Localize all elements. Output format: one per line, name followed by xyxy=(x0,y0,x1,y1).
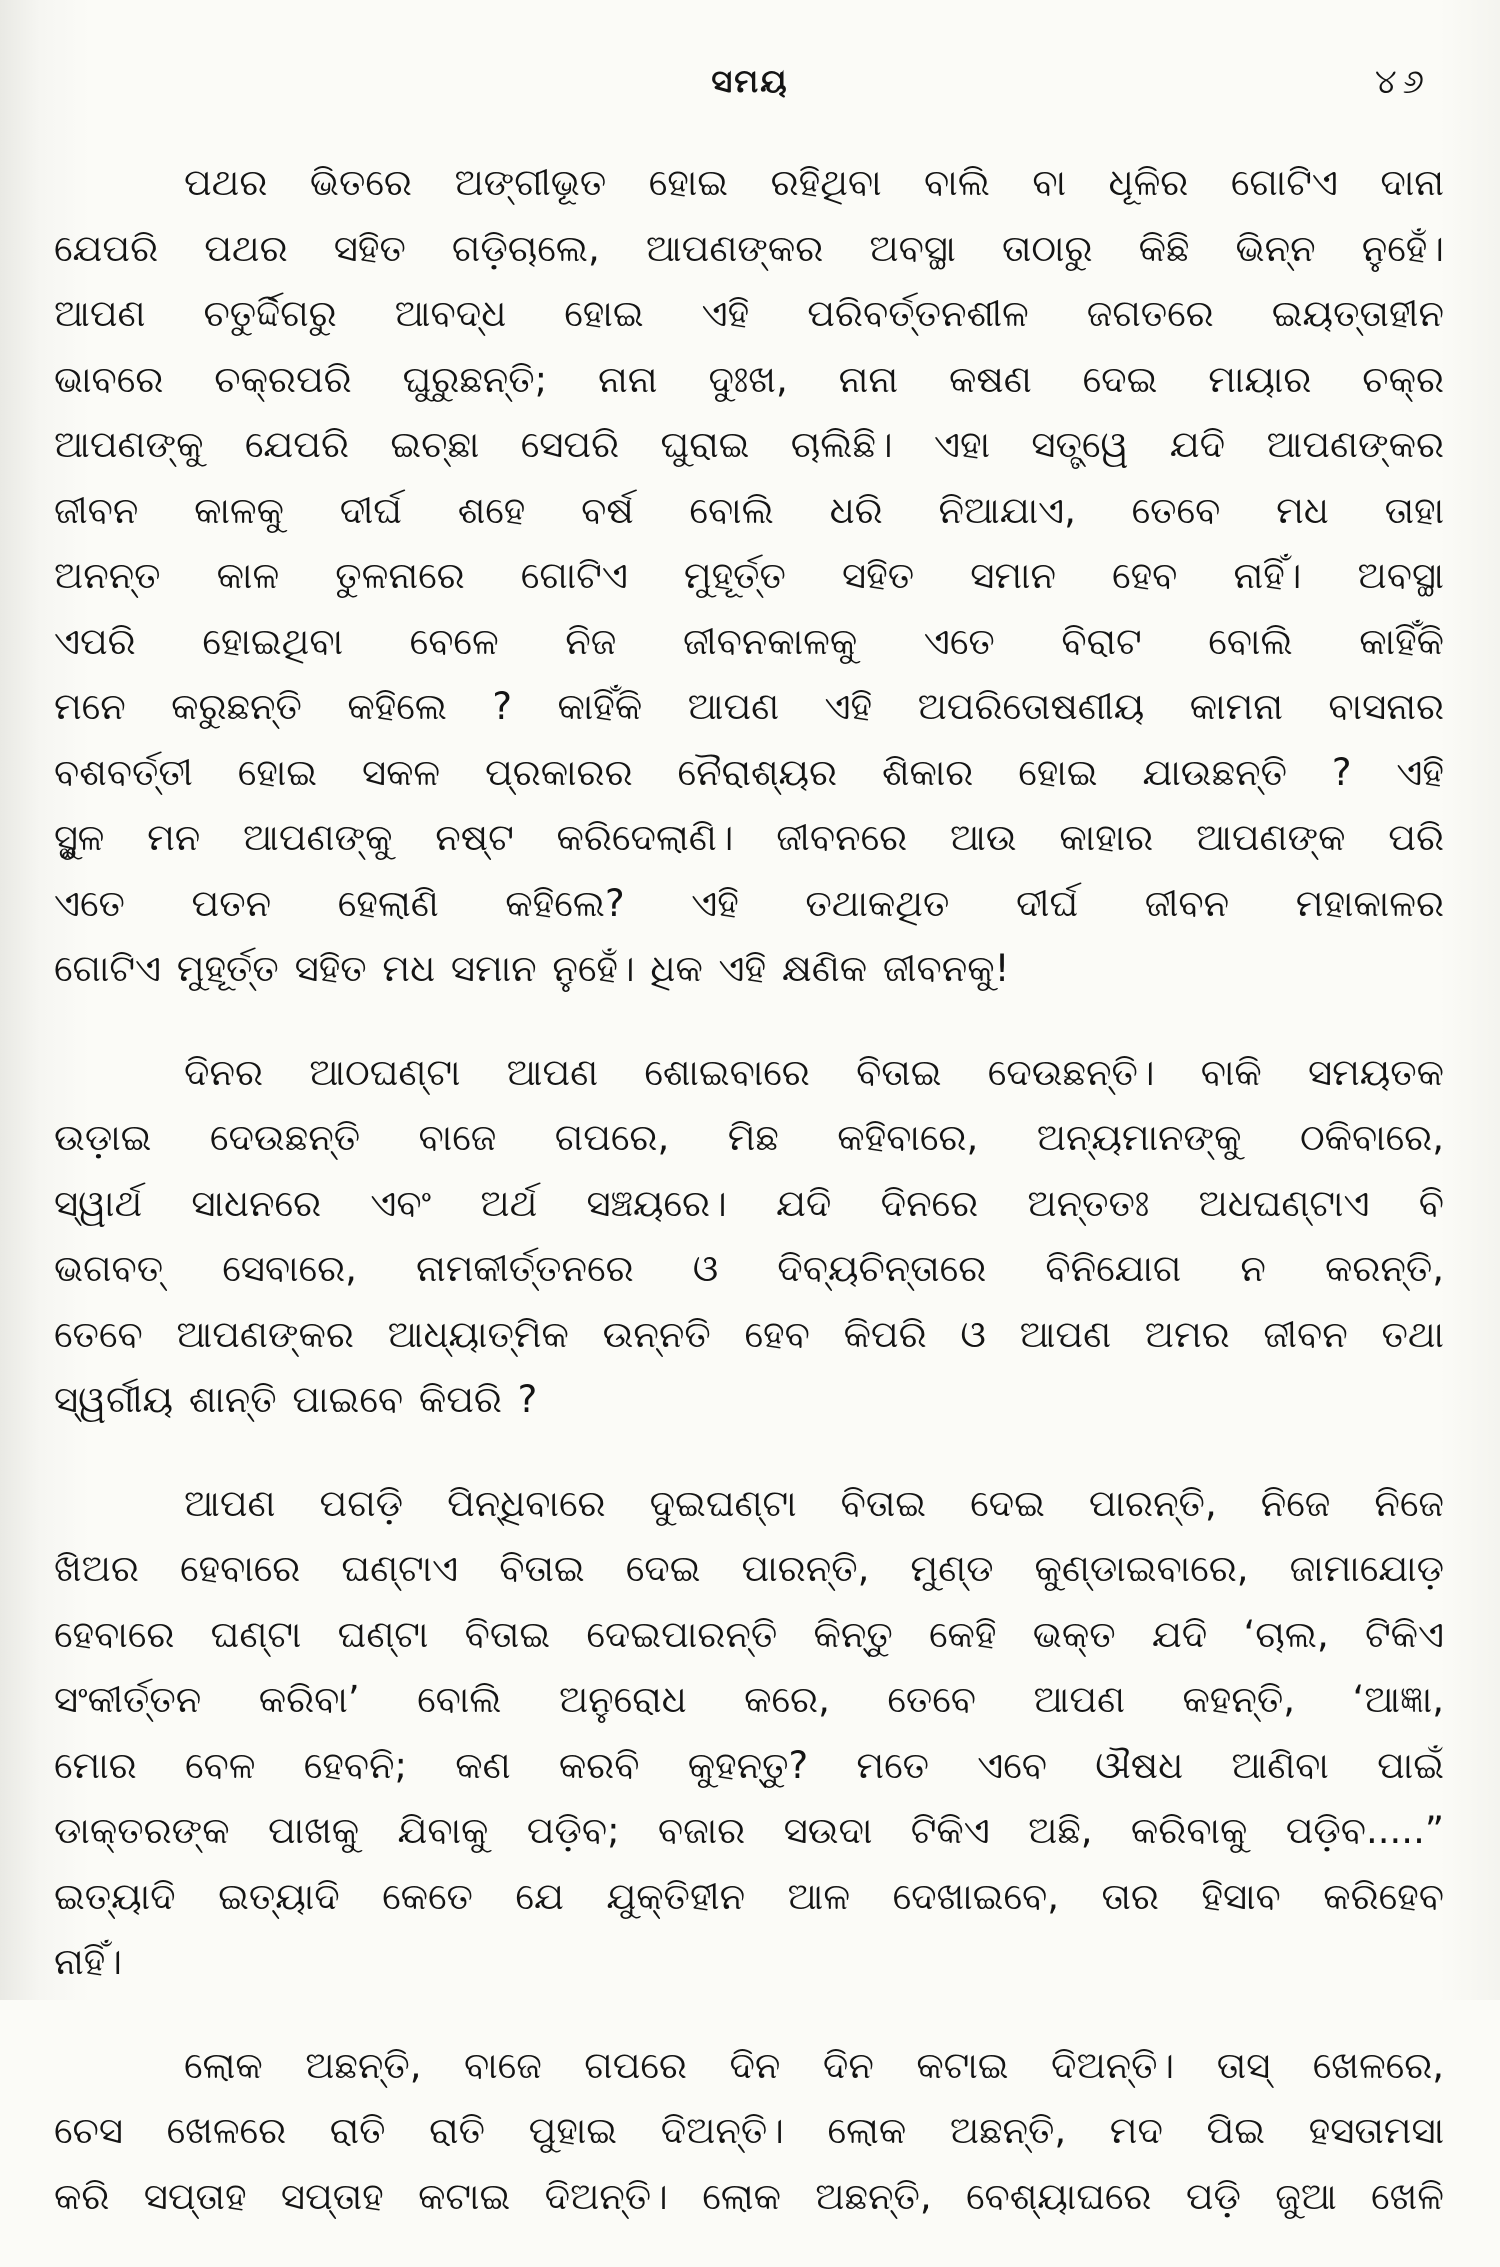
text-line: ସ୍ୱର୍ଗୀୟ ଶାନ୍ତି ପାଇବେ କିପରି ? xyxy=(54,1378,538,1421)
text-line: ଇତ୍ୟାଦି ଇତ୍ୟାଦି କେତେ ଯେ ଯୁକ୍ତିହୀନ ଆଳ ଦେଖାଇବେ, ତାର ହିସାବ କରିହେବ xyxy=(54,1874,1444,1918)
page-header xyxy=(60,62,1440,122)
text-line: ନାହିଁ। xyxy=(54,1940,122,1983)
text-line: ହେବାରେ ଘଣ୍ଟା ଘଣ୍ଟା ବିତାଇ ଦେଇପାରନ୍ତି କିନ୍ତୁ କେହି ଭକ୍ତ ଯଦି ‘ଚାଲ, ଟିକିଏ xyxy=(54,1612,1444,1656)
text-line: କରି ସପ୍ତାହ ସପ୍ତାହ କଟାଇ ଦିଅନ୍ତି। ଲୋକ ଅଛନ୍ତି, ବେଶ୍ୟାଘରେ ପଡ଼ି ଜୁଆ ଖେଳି xyxy=(54,2174,1444,2218)
text-line: ଲୋକ ଅଛନ୍ତି, ବାଜେ ଗପରେ ଦିନ ଦିନ କଟାଇ ଦିଅନ୍ତି। ତାସ୍ ଖେଳରେ, xyxy=(184,2043,1444,2087)
paragraph-4 xyxy=(54,2033,1444,2230)
paragraph-1 xyxy=(54,150,1444,1002)
text-line: ଉଡ଼ାଇ ଦେଉଛନ୍ତି ବାଜେ ଗପରେ, ମିଛ କହିବାରେ, ଅନ୍ୟମାନଙ୍କୁ ଠକିବାରେ, xyxy=(54,1116,1444,1159)
paragraph-2 xyxy=(54,1040,1444,1433)
text-line: ଦିନର ଆଠଘଣ୍ଟା ଆପଣ ଶୋଇବାରେ ବିତାଇ ଦେଉଛନ୍ତି। ବାକି ସମୟତକ xyxy=(184,1050,1444,1094)
text-line: ଚେସ ଖେଳରେ ରାତି ରାତି ପୁହାଇ ଦିଅନ୍ତି। ଲୋକ ଅଛନ୍ତି, ମଦ ପିଇ ହସତାମସା xyxy=(54,2109,1444,2152)
body-text xyxy=(54,150,1444,2267)
text-line: ତେବେ ଆପଣଙ୍କର ଆଧ୍ୟାତ୍ମିକ ଉନ୍ନତି ହେବ କିପରି ଓ ଆପଣ ଅମର ଜୀବନ ତଥା xyxy=(54,1312,1444,1356)
text-line: ଏପରି ହୋଇଥିବା ବେଳେ ନିଜ ଜୀବନକାଳକୁ ଏତେ ବିରାଟ ବୋଲି କାହିଁକି xyxy=(54,619,1444,663)
text-line: ମୋର ବେଳ ହେବନି; କଣ କରବି କୁହନ୍ତୁ? ମତେ ଏବେ ଔଷଧ ଆଣିବା ପାଇଁ xyxy=(54,1743,1444,1787)
text-line: ପଥର ଭିତରେ ଅଙ୍ଗୀଭୂତ ହୋଇ ରହିଥିବା ବାଲି ବା ଧୂଳିର ଗୋଟିଏ ଦାନା xyxy=(184,161,1444,204)
text-line: ସ୍ୱାର୍ଥ ସାଧନରେ ଏବଂ ଅର୍ଥ ସଞ୍ଚୟରେ। ଯଦି ଦିନରେ ଅନ୍ତତଃ ଅଧଘଣ୍ଟାଏ ବି xyxy=(54,1181,1444,1225)
paragraph-3 xyxy=(54,1471,1444,1995)
text-line: ଏତେ ପତନ ହେଲାଣି କହିଲେ? ଏହି ତଥାକଥିତ ଦୀର୍ଘ ଜୀବନ ମହାକାଳର xyxy=(54,881,1444,925)
text-line: ଗୋଟିଏ ମୁହୂର୍ତ୍ତ ସହିତ ମଧ ସମାନ ନୁହେଁ। ଧିକ ଏହି କ୍ଷଣିକ ଜୀବନକୁ! xyxy=(54,947,1010,990)
text-line: ଅନନ୍ତ କାଳ ତୁଳନାରେ ଗୋଟିଏ ମୁହୂର୍ତ୍ତ ସହିତ ସମାନ ହେବ ନାହିଁ। ଅବସ୍ଥା xyxy=(54,554,1444,597)
page-number: ୪୬ xyxy=(1374,62,1430,102)
text-line: ଖିଅର ହେବାରେ ଘଣ୍ଟାଏ ବିତାଇ ଦେଇ ପାରନ୍ତି, ମୁଣ୍ଡ କୁଣ୍ଡାଇବାରେ, ଜାମାଯୋଡ଼ xyxy=(54,1547,1444,1590)
text-line: ଭଗବତ୍ ସେବାରେ, ନାମକୀର୍ତ୍ତନରେ ଓ ଦିବ୍ୟଚିନ୍ତାରେ ବିନିଯୋଗ ନ କରନ୍ତି, xyxy=(54,1247,1444,1290)
text-line: ଆପଣ ପଗଡ଼ି ପିନ୍ଧିବାରେ ଦୁଇଘଣ୍ଟା ବିତାଇ ଦେଇ ପାରନ୍ତି, ନିଜେ ନିଜେ xyxy=(184,1481,1444,1525)
text-line: ଆପଣ ଚତୁର୍ଦ୍ଦିଗରୁ ଆବଦ୍ଧ ହୋଇ ଏହି ପରିବର୍ତ୍ତନଶୀଳ ଜଗତରେ ଇୟତ୍ତାହୀନ xyxy=(54,292,1444,335)
text-line: ଭାବରେ ଚକ୍ରପରି ଘୁରୁଛନ୍ତି; ନାନା ଦୁଃଖ, ନାନା କଷଣ ଦେଇ ମାୟାର ଚକ୍ର xyxy=(54,357,1444,401)
text-line: ଡାକ୍ତରଙ୍କ ପାଖକୁ ଯିବାକୁ ପଡ଼ିବ; ବଜାର ସଉଦା ଟିକିଏ ଅଛି, କରିବାକୁ ପଡ଼ିବ.....” xyxy=(54,1809,1444,1852)
text-line: ଆପଣଙ୍କୁ ଯେପରି ଇଚ୍ଛା ସେପରି ଘୁରାଇ ଚାଲିଛି। ଏହା ସତ୍ତ୍ୱେ ଯଦି ଆପଣଙ୍କର xyxy=(54,423,1444,466)
text-line: ସଂକୀର୍ତ୍ତନ କରିବା’ ବୋଲି ଅନୁରୋଧ କରେ, ତେବେ ଆପଣ କହନ୍ତି, ‘ଆଜ୍ଞା, xyxy=(54,1678,1444,1721)
text-line: ବଶବର୍ତ୍ତୀ ହୋଇ ସକଳ ପ୍ରକାରର ନୈରାଶ୍ୟର ଶିକାର ହୋଇ ଯାଉଛନ୍ତି ? ଏହି xyxy=(54,750,1444,794)
text-line: ସ୍ଥୁଳ ମନ ଆପଣଙ୍କୁ ନଷ୍ଟ କରିଦେଲାଣି। ଜୀବନରେ ଆଉ କାହାର ଆପଣଙ୍କ ପରି xyxy=(54,816,1444,859)
text-line: ଜୀବନ କାଳକୁ ଦୀର୍ଘ ଶହେ ବର୍ଷ ବୋଲି ଧରି ନିଆଯାଏ, ତେବେ ମଧ ତାହା xyxy=(54,488,1444,532)
running-title: ସମୟ xyxy=(711,62,789,100)
text-line: ମନେ କରୁଛନ୍ତି କହିଲେ ? କାହିଁକି ଆପଣ ଏହି ଅପରିତୋଷଣୀୟ କାମନା ବାସନାର xyxy=(54,685,1444,728)
text-line: ଯେପରି ପଥର ସହିତ ଗଡ଼ିଚାଲେ, ଆପଣଙ୍କର ଅବସ୍ଥା ତାଠାରୁ କିଛି ଭିନ୍ନ ନୁହେଁ। xyxy=(54,226,1444,270)
